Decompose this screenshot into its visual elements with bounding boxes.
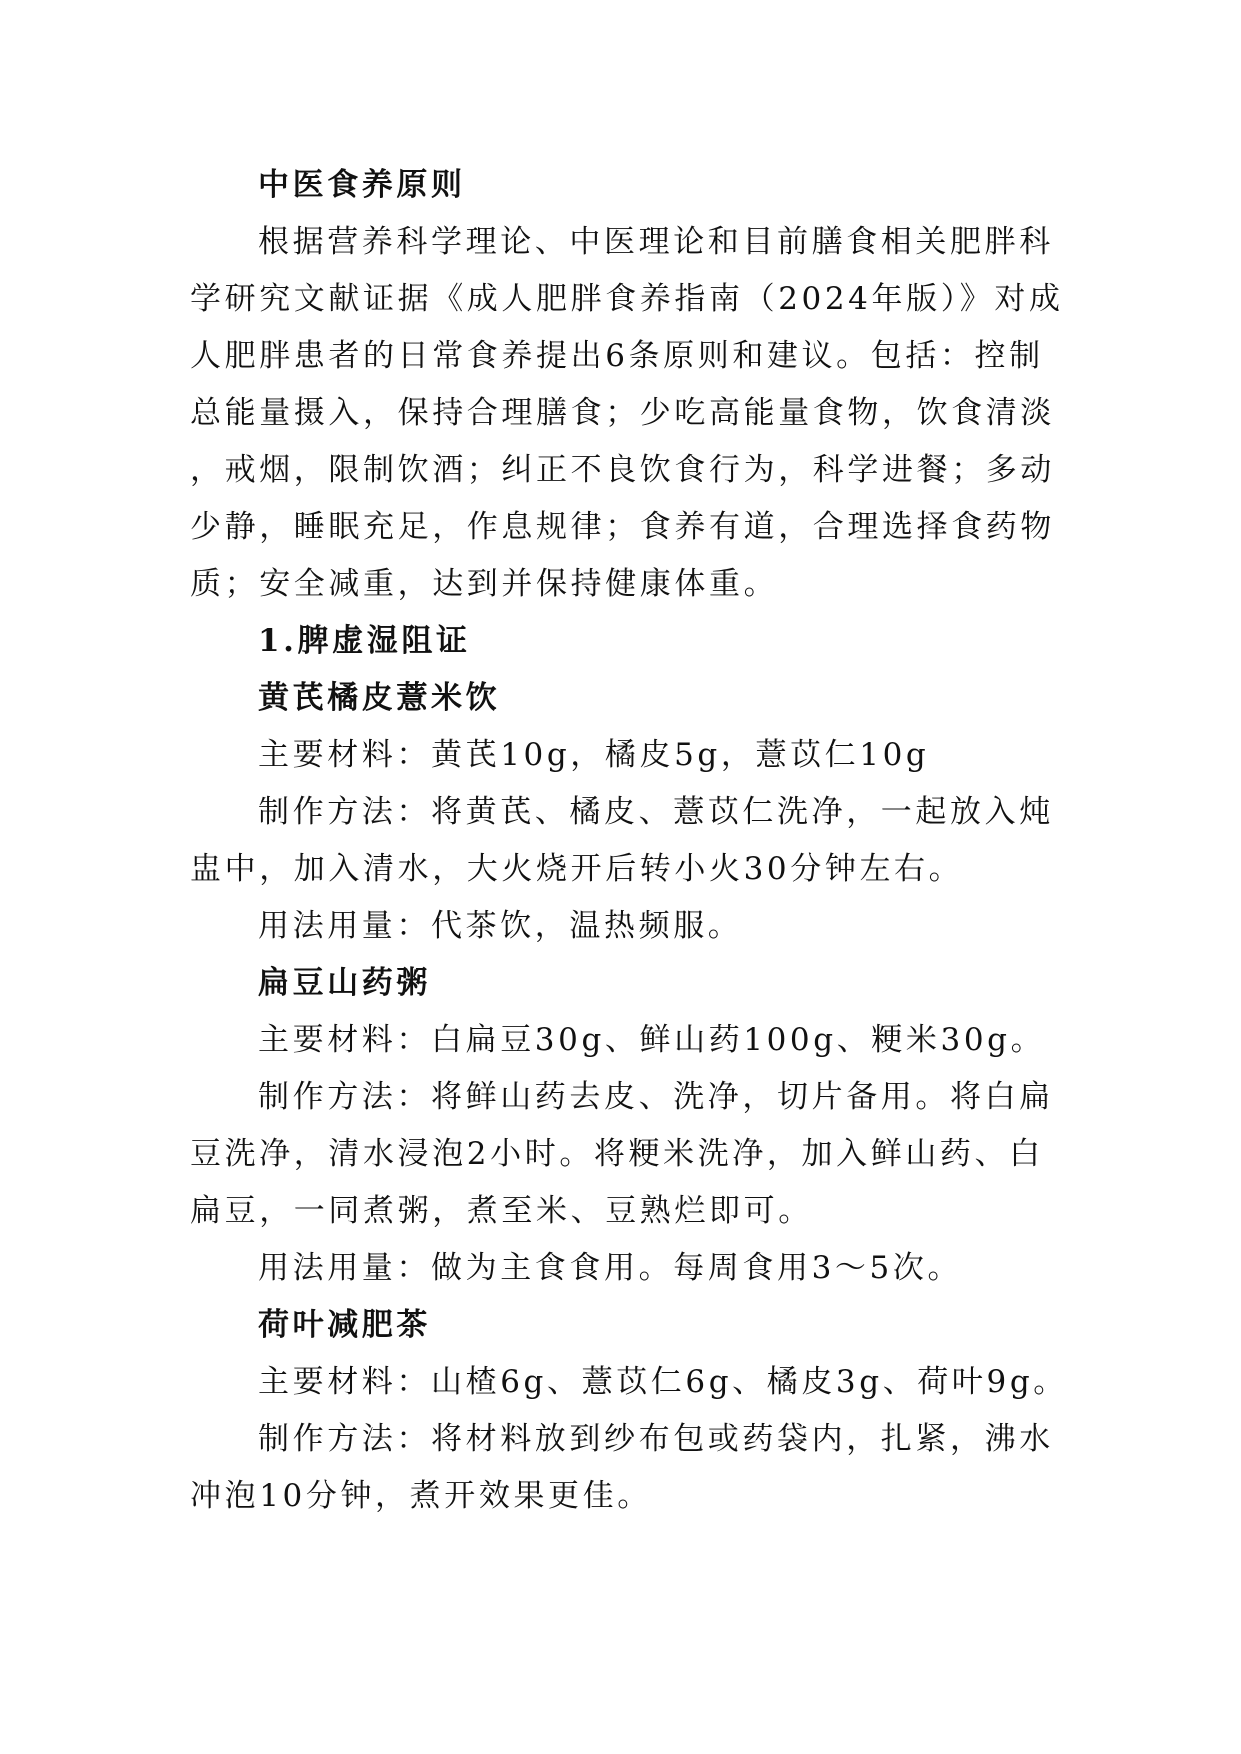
intro-line: 总能量摄入，保持合理膳食；少吃高能量食物，饮食清淡 <box>190 395 1055 431</box>
recipe-method-line: 制作方法：将材料放到纱布包或药袋内，扎紧，沸水 <box>258 1421 1054 1457</box>
recipe-method-line: 制作方法：将黄芪、橘皮、薏苡仁洗净，一起放入炖 <box>258 794 1054 830</box>
recipe-method-line: 制作方法：将鲜山药去皮、洗净，切片备用。将白扁 <box>258 1079 1054 1115</box>
recipe-title: 荷叶减肥茶 <box>258 1307 431 1343</box>
recipe-method-line: 盅中，加入清水，大火烧开后转小火30分钟左右。 <box>190 851 964 887</box>
intro-line: 人肥胖患者的日常食养提出6条原则和建议。包括：控制 <box>190 338 1044 374</box>
section-title: 1.脾虚湿阻证 <box>258 623 471 659</box>
recipe-materials: 主要材料：山楂6g、薏苡仁6g、橘皮3g、荷叶9g。 <box>258 1364 1068 1400</box>
recipe-method-line: 扁豆，一同煮粥，煮至米、豆熟烂即可。 <box>190 1193 813 1229</box>
recipe-usage: 用法用量：做为主食食用。每周食用3～5次。 <box>258 1250 963 1286</box>
recipe-method-line: 冲泡10分钟，煮开效果更佳。 <box>190 1478 652 1514</box>
recipe-title: 扁豆山药粥 <box>258 965 431 1001</box>
recipe-title: 黄芪橘皮薏米饮 <box>258 680 501 716</box>
intro-line: 学研究文献证据《成人肥胖食养指南（2024年版）》对成 <box>190 281 1064 317</box>
heading-tcm-principles: 中医食养原则 <box>258 167 466 203</box>
intro-line: 少静，睡眠充足，作息规律；食养有道，合理选择食药物 <box>190 509 1055 545</box>
intro-line: 根据营养科学理论、中医理论和目前膳食相关肥胖科 <box>258 224 1054 260</box>
recipe-materials: 主要材料：白扁豆30g、鲜山药100g、粳米30g。 <box>258 1022 1046 1058</box>
intro-line: 质；安全减重，达到并保持健康体重。 <box>190 566 779 602</box>
recipe-method-line: 豆洗净，清水浸泡2小时。将粳米洗净，加入鲜山药、白 <box>190 1136 1044 1172</box>
intro-line: ，戒烟，限制饮酒；纠正不良饮食行为，科学进餐；多动 <box>190 452 1055 488</box>
recipe-usage: 用法用量：代茶饮，温热频服。 <box>258 908 743 944</box>
recipe-materials: 主要材料：黄芪10g，橘皮5g，薏苡仁10g <box>258 737 930 773</box>
